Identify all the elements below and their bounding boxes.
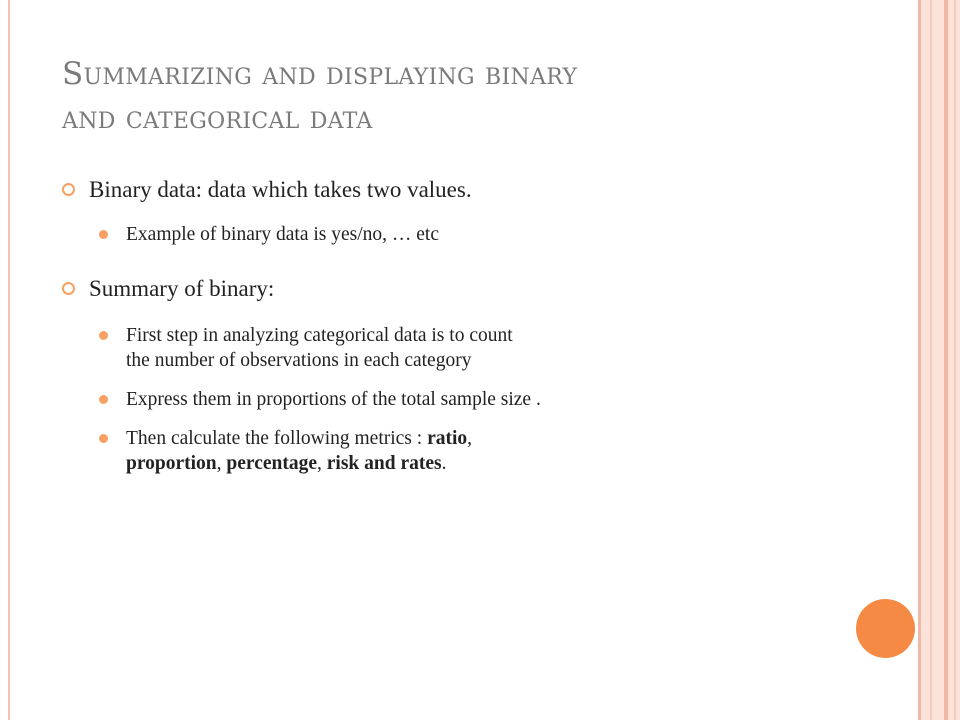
comma: , bbox=[216, 453, 227, 474]
sub-bullet-example bbox=[62, 222, 862, 247]
right-frame-line bbox=[944, 0, 948, 720]
term-proportion: proportion bbox=[126, 453, 217, 474]
sub-bullet-line-1: First step in analyzing categorical data is to count bbox=[126, 325, 513, 346]
sub-bullet-line-2: the number of observations in each category bbox=[126, 350, 472, 371]
decorative-circle-icon bbox=[856, 599, 915, 658]
bullet-text: Summary of binary: bbox=[89, 276, 275, 301]
dot-bullet-icon bbox=[99, 331, 108, 340]
term-percentage: percentage bbox=[226, 453, 318, 474]
term-risk-and-rates: risk and rates bbox=[326, 453, 442, 474]
bullet-summary-of-binary bbox=[62, 273, 862, 305]
right-frame-line bbox=[918, 0, 921, 720]
period: . bbox=[441, 453, 447, 474]
ring-bullet-icon bbox=[62, 183, 75, 196]
slide-title bbox=[62, 52, 882, 140]
sub-bullet-metrics bbox=[62, 426, 862, 476]
dot-bullet-icon bbox=[99, 434, 108, 443]
comma: , bbox=[317, 453, 327, 474]
right-frame-line bbox=[930, 0, 932, 720]
sub-bullet-text: Express them in proportions of the total sample size . bbox=[126, 389, 541, 410]
sub-bullet-text: Example of binary data is yes/no, … etc bbox=[126, 224, 439, 245]
sub-bullet-first-step bbox=[62, 323, 862, 373]
title-line-2: and categorical data bbox=[62, 100, 373, 136]
slide-content bbox=[62, 174, 862, 476]
title-line-1: Summarizing and displaying binary bbox=[62, 56, 578, 92]
dot-bullet-icon bbox=[99, 395, 108, 404]
sub-bullet-express bbox=[62, 387, 862, 412]
right-frame-line bbox=[954, 0, 956, 720]
left-frame-line bbox=[8, 0, 10, 720]
ring-bullet-icon bbox=[62, 282, 75, 295]
comma: , bbox=[467, 428, 473, 449]
bullet-text: Binary data: data which takes two values. bbox=[89, 177, 472, 202]
term-ratio: ratio bbox=[427, 428, 468, 449]
bullet-binary-data bbox=[62, 174, 862, 206]
metrics-prefix: Then calculate the following metrics : bbox=[126, 428, 428, 449]
dot-bullet-icon bbox=[99, 230, 108, 239]
